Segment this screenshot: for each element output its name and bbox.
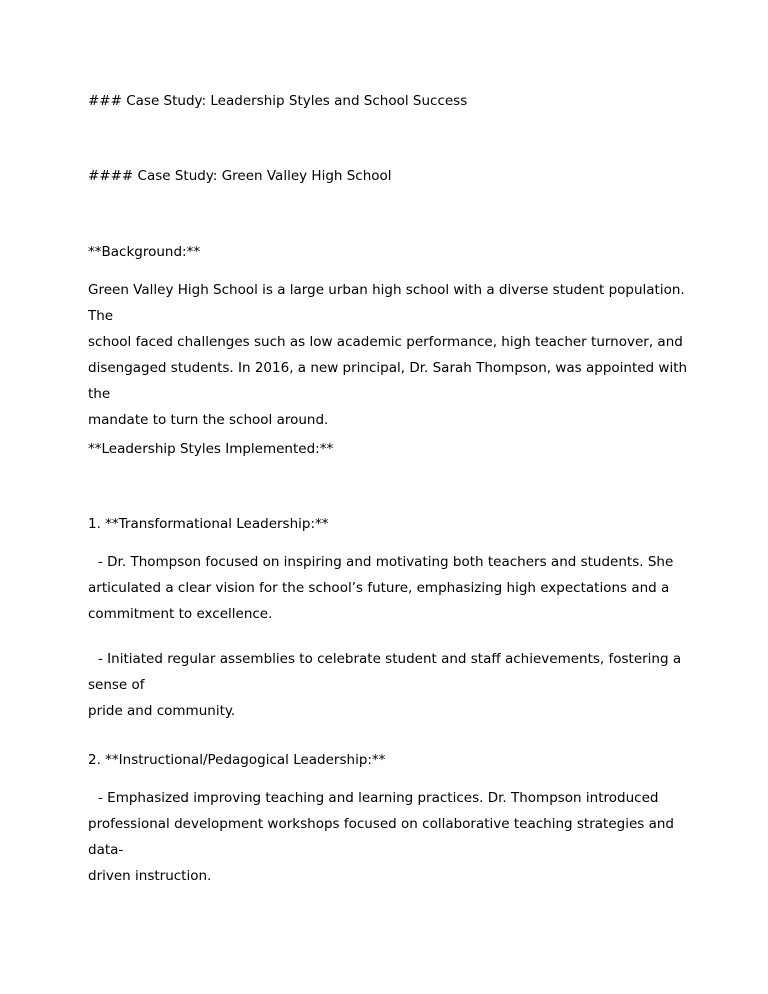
item1-bullet1 xyxy=(88,549,688,627)
item2-bullet1-line: - Emphasized improving teaching and learning practices. Dr. Thompson introduced xyxy=(98,790,659,806)
item1-bullet1-line: commitment to excellence. xyxy=(88,606,273,622)
item2-bullet1-line: professional development workshops focused on collaborative teaching strategies and data- xyxy=(88,816,674,858)
item1-bullet2-line: - Initiated regular assemblies to celebrate student and staff achievements, fostering a sense of xyxy=(88,651,682,693)
heading-case-study: ### Case Study: Leadership Styles and School Success xyxy=(88,93,468,109)
background-line: disengaged students. In 2016, a new principal, Dr. Sarah Thompson, was appointed with the xyxy=(88,360,688,402)
styles-label: **Leadership Styles Implemented:** xyxy=(88,441,334,457)
item2-bullet1 xyxy=(88,785,688,889)
item1-bullet1-line: articulated a clear vision for the school’s future, emphasizing high expectations and a xyxy=(88,580,670,596)
background-line: mandate to turn the school around. xyxy=(88,412,329,428)
item1-title: 1. **Transformational Leadership:** xyxy=(88,516,329,532)
background-line: Green Valley High School is a large urban high school with a diverse student population. The xyxy=(88,282,685,324)
item2-bullet1-line: driven instruction. xyxy=(88,868,212,884)
item2-title: 2. **Instructional/Pedagogical Leadership:** xyxy=(88,752,386,768)
item1-bullet1-line: - Dr. Thompson focused on inspiring and motivating both teachers and students. She xyxy=(98,554,674,570)
background-line: school faced challenges such as low academic performance, high teacher turnover, and xyxy=(88,334,683,350)
item1-bullet2 xyxy=(88,646,688,724)
item1-bullet2-line: pride and community. xyxy=(88,703,236,719)
heading-school: #### Case Study: Green Valley High School xyxy=(88,168,392,184)
background-label: **Background:** xyxy=(88,244,201,260)
background-paragraph xyxy=(88,277,688,433)
